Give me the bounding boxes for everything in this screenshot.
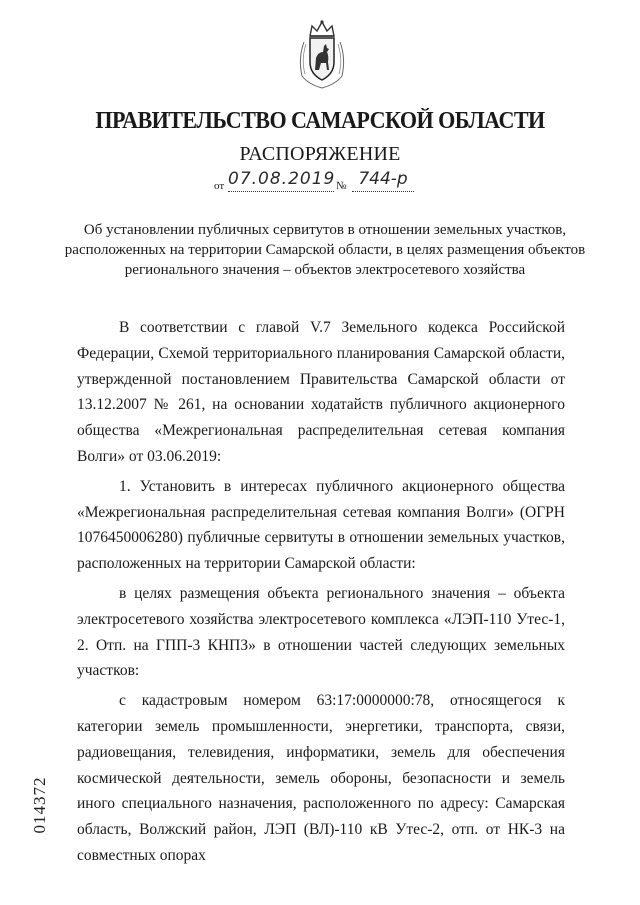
- registration-number: 014372: [30, 776, 49, 834]
- coat-of-arms-icon: [296, 18, 348, 90]
- date-label: от: [214, 180, 225, 192]
- paragraph: В соответствии с главой V.7 Земельного кодекса Российской Федерации, Схемой территориального планирования Самарской области, утвержденной постановлением Правительства Самарской области от 13.12.2007 № 261, на основании ходатайств публичного акционерного общества «Межрегиональная распределительная сетевая компания Волги» от 03.06.2019:: [77, 319, 565, 465]
- document-date: 07.08.2019: [228, 169, 336, 189]
- document-body: [77, 315, 565, 869]
- paragraph: в целях размещения объекта регионального значения – объекта электросетевого хозяйства электросетевого комплекса «ЛЭП-110 Утес-1, 2. Отп. на ГПП-3 КНПЗ» в отношении частей следующих земельных участков:: [77, 584, 565, 680]
- document-subject: Об установлении публичных сервитутов в отношении земельных участков, расположенных на территории Самарской области, в целях размещения объектов регионального значения – объектов электросетевого хозяйства: [64, 222, 586, 278]
- date-number-line: [214, 171, 444, 197]
- number-label: №: [336, 180, 347, 192]
- document-number: 744-р: [358, 169, 408, 189]
- document-type: РАСПОРЯЖЕНИЕ: [239, 143, 401, 165]
- registration-stamp: [28, 770, 52, 840]
- paragraph: 1. Установить в интересах публичного акционерного общества «Межрегиональная распределительная сетевая компания Волги» (ОГРН 1076450006280) публичные сервитуты в отношении земельных участков, расположенных на территории Самарской области:: [77, 477, 565, 573]
- paragraph: с кадастровым номером 63:17:0000000:78, относящегося к категории земель промышленности, энергетики, транспорта, связи, радиовещания, телевидения, информатики, земель для обеспечения космической деятельности, земель обороны, безопасности и земель иного специального назначения, расположенного по адресу: Самарская область, Волжский район, ЛЭП (ВЛ)-110 кВ Утес-2, отп. от НК-3 на совместных опорах: [77, 692, 565, 864]
- organization-title: ПРАВИТЕЛЬСТВО САМАРСКОЙ ОБЛАСТИ: [95, 108, 545, 134]
